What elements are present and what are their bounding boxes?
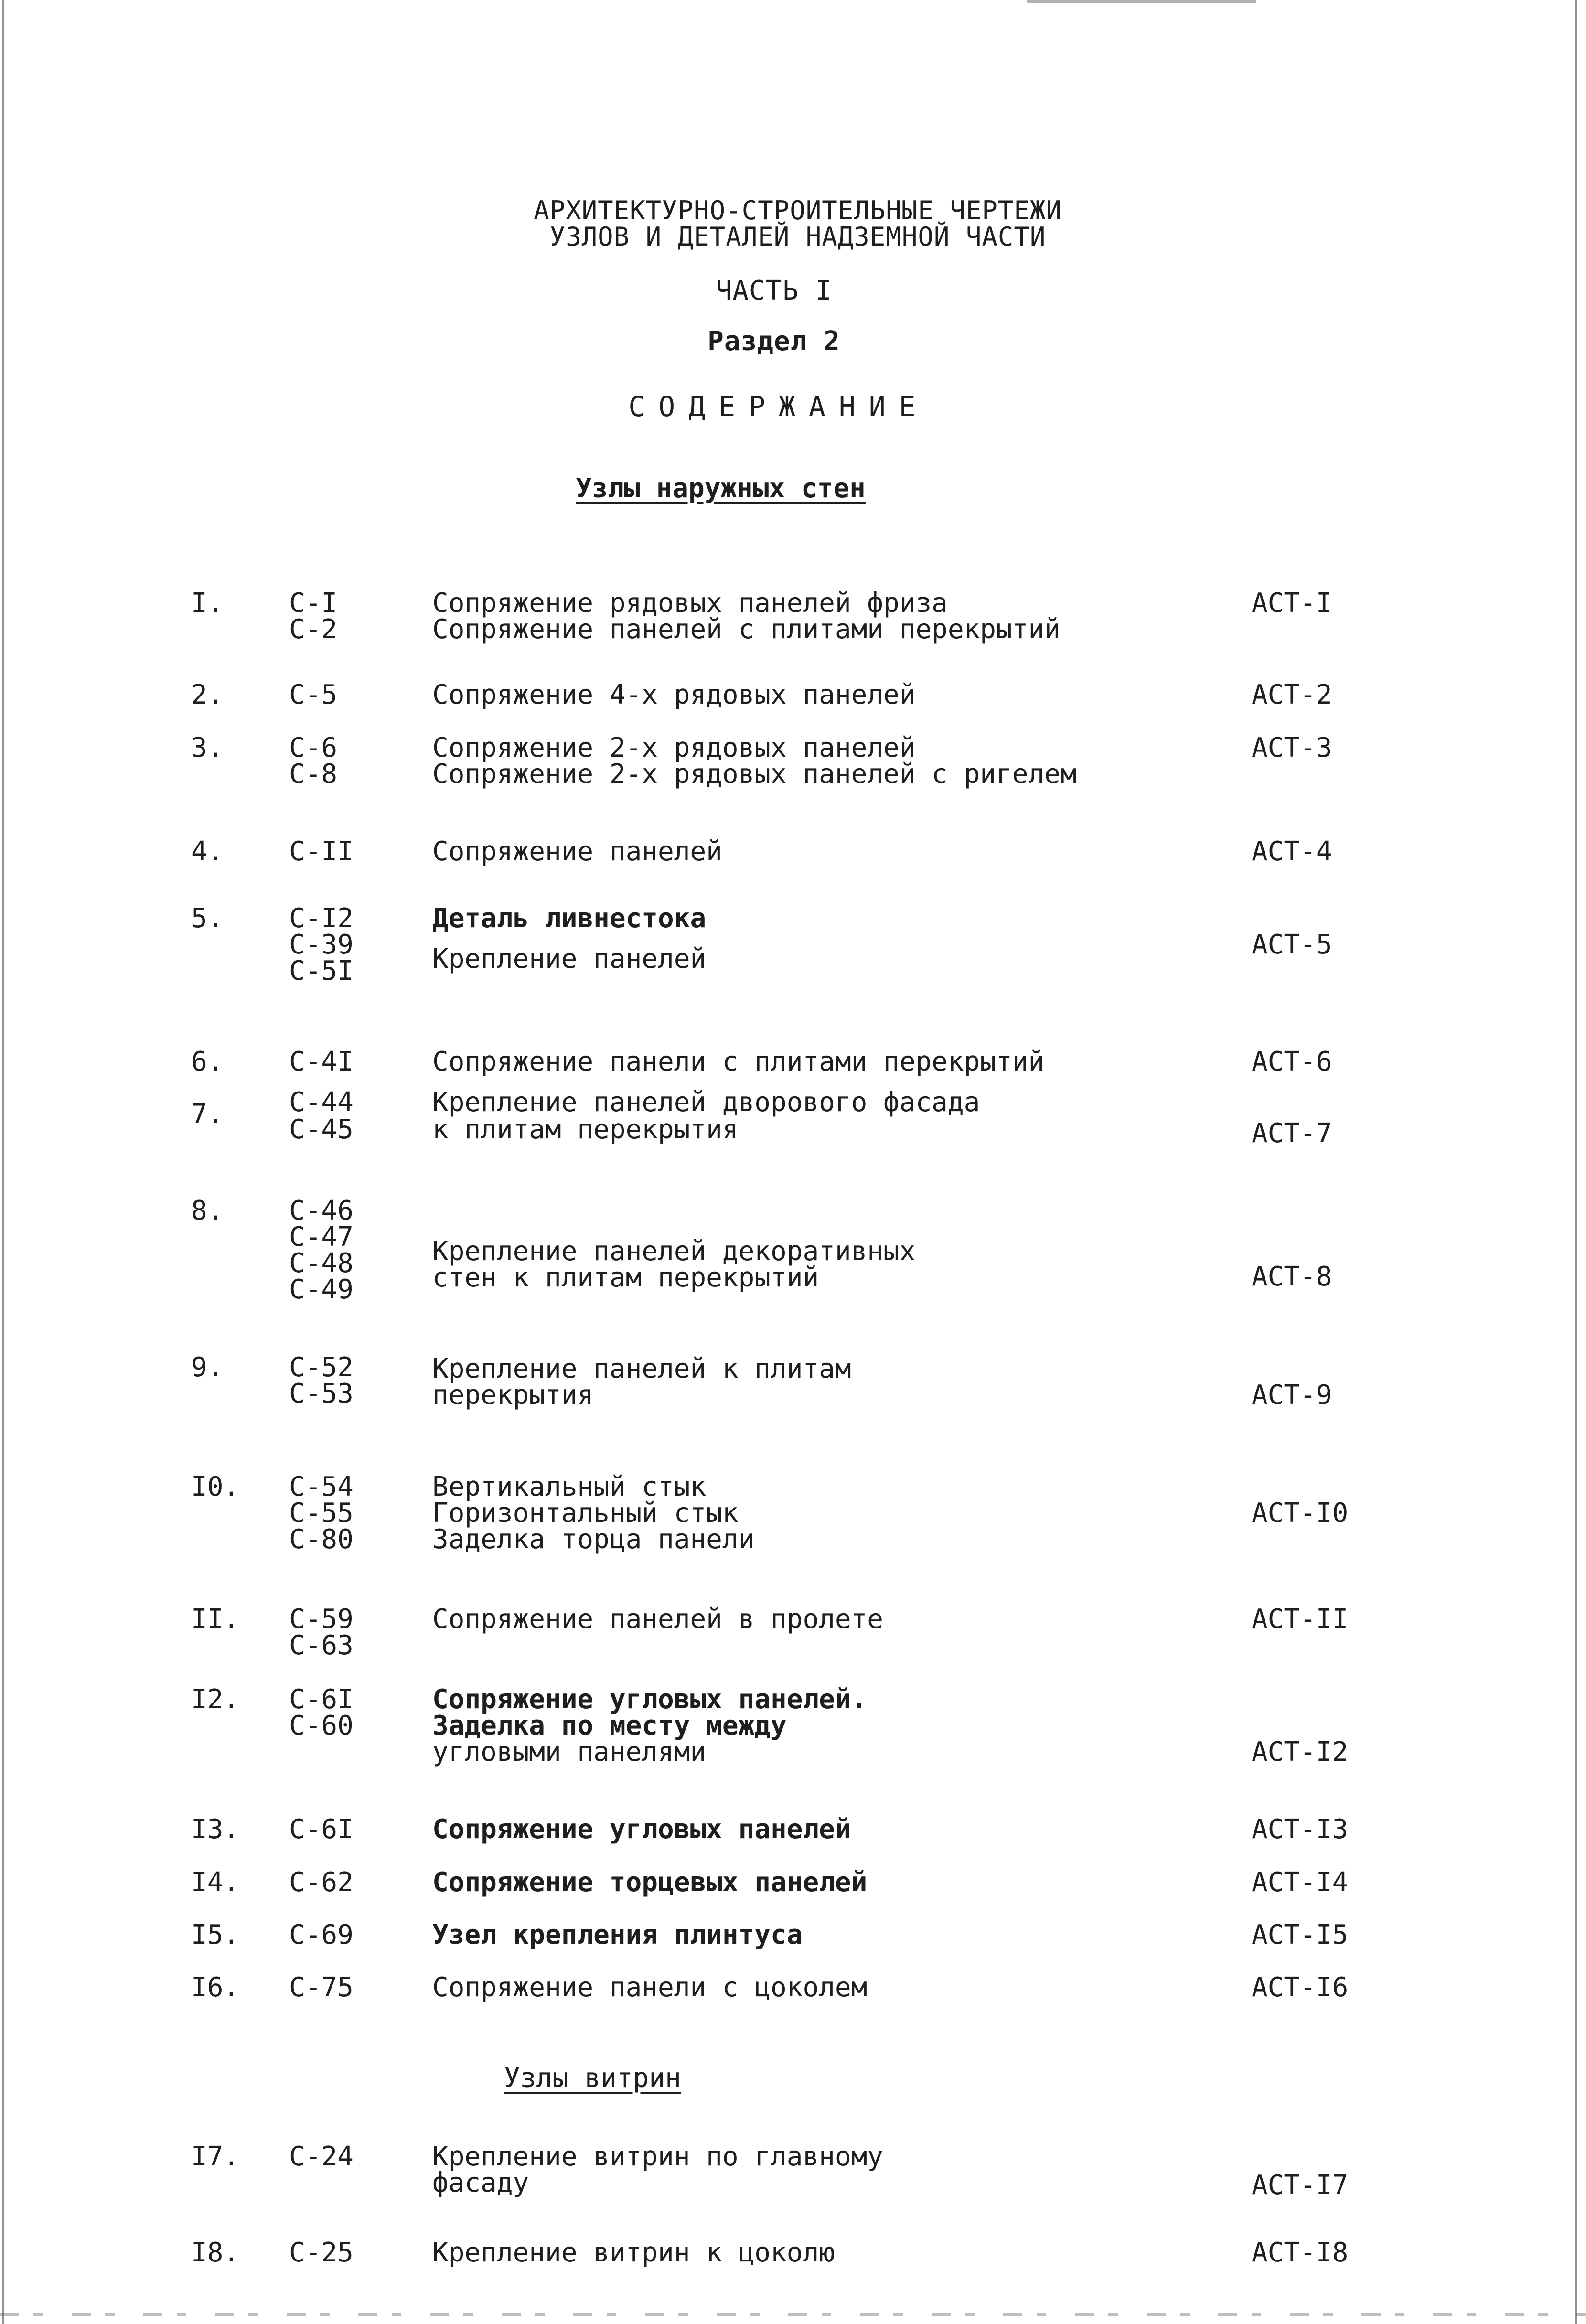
entry-description: Крепление панелей [432,943,707,975]
entry-sheet: АСТ-6 [1252,1046,1332,1077]
entry-code: С-48 [289,1248,354,1279]
entry-description: Горизонтальный стык [432,1498,739,1529]
entry-number: 8. [191,1195,224,1226]
entry-number: I8. [191,2237,240,2268]
entry-description: Сопряжение рядовых панелей фриза [432,588,948,619]
entry-description: Сопряжение 2-х рядовых панелей с ригелем [432,759,1077,790]
entry-description: Сопряжение панелей в пролете [432,1604,884,1635]
entry-description: Узел крепления плинтуса [432,1919,803,1950]
entry-code: С-47 [289,1221,354,1253]
contents-heading: СОДЕРЖАНИЕ [628,390,929,423]
entry-code: С-5I [289,955,354,986]
entry-number: 2. [191,679,224,710]
entry-code: С-45 [289,1114,354,1145]
entry-code: С-39 [289,929,354,960]
entry-code: С-2 [289,614,338,645]
entry-description: Крепление панелей дворового фасада [432,1087,980,1118]
entry-description: фасаду [432,2167,529,2198]
entry-number: I2. [191,1684,240,1715]
entry-description: Деталь ливнестока [432,903,707,934]
entry-sheet: АСТ-4 [1252,836,1332,867]
entry-sheet: АСТ-I2 [1252,1736,1349,1767]
entry-code: С-80 [289,1524,354,1555]
entry-number: I5. [191,1919,240,1950]
entry-sheet: АСТ-2 [1252,679,1332,710]
entry-code: С-25 [289,2237,354,2268]
entry-sheet: АСТ-I6 [1252,1972,1349,2003]
entry-description: Крепление панелей к плитам [432,1353,851,1384]
entry-code: С-44 [289,1087,354,1118]
entry-sheet: АСТ-9 [1252,1380,1332,1411]
entry-code: С-46 [289,1195,354,1226]
entry-description: Сопряжение торцевых панелей [432,1867,868,1898]
entry-description: Заделка торца панели [432,1524,755,1555]
doc-title-line-1: АРХИТЕКТУРНО-СТРОИТЕЛЬНЫЕ ЧЕРТЕЖИ [534,195,1062,225]
entry-code: С-75 [289,1972,354,2003]
entry-description: к плитам перекрытия [432,1114,739,1145]
entry-code: С-I2 [289,903,354,934]
entry-description: Сопряжение 4-х рядовых панелей [432,679,916,710]
entry-sheet: АСТ-I [1252,588,1332,619]
entry-code: С-6 [289,732,338,763]
entry-description: Заделка по месту между [432,1710,787,1741]
entry-description: Вертикальный стык [432,1471,707,1502]
entry-number: I3. [191,1814,240,1845]
entry-sheet: АСТ-I5 [1252,1919,1349,1950]
scan-edge-right [1575,0,1577,2324]
entry-code: С-52 [289,1352,354,1383]
entry-description: Крепление витрин к цоколю [432,2237,835,2268]
entry-sheet: АСТ-I0 [1252,1498,1349,1529]
entry-sheet: АСТ-I7 [1252,2170,1349,2201]
entry-description: Сопряжение панелей с плитами перекрытий [432,614,1061,645]
entry-sheet: АСТ-5 [1252,929,1332,960]
entry-code: С-24 [289,2141,354,2172]
entry-number: 4. [191,836,224,867]
group-heading-showcases: Узлы витрин [504,2063,681,2094]
entry-description: угловыми панелями [432,1736,707,1767]
entry-sheet: АСТ-I3 [1252,1814,1349,1845]
entry-number: I. [191,588,224,619]
entry-description: перекрытия [432,1380,594,1411]
entry-code: С-5 [289,679,338,710]
entry-number: 6. [191,1046,224,1077]
entry-sheet: АСТ-8 [1252,1261,1332,1292]
entry-sheet: АСТ-3 [1252,732,1332,763]
entry-description: стен к плитам перекрытий [432,1262,819,1293]
entry-code: С-59 [289,1604,354,1635]
entry-number: I0. [191,1471,240,1502]
entry-code: С-63 [289,1630,354,1661]
entry-code: С-60 [289,1710,354,1741]
entry-code: С-69 [289,1919,354,1950]
entry-code: С-II [289,836,354,867]
entry-code: С-55 [289,1498,354,1529]
entry-description: Сопряжение угловых панелей [432,1814,851,1845]
entry-number: 3. [191,732,224,763]
entry-description: Крепление витрин по главному [432,2141,884,2172]
entry-code: С-6I [289,1814,354,1845]
entry-description: Крепление панелей декоративных [432,1236,916,1267]
entry-sheet: АСТ-7 [1252,1118,1332,1149]
group-heading-walls: Узлы наружных стен [576,473,866,504]
entry-code: С-4I [289,1046,354,1077]
entry-code: С-6I [289,1684,354,1715]
entry-code: С-49 [289,1274,354,1305]
entry-sheet: АСТ-I4 [1252,1867,1349,1898]
entry-description: Сопряжение панели с плитами перекрытий [432,1046,1045,1077]
entry-code: С-I [289,588,338,619]
entry-sheet: АСТ-I8 [1252,2237,1349,2268]
entry-number: 5. [191,903,224,934]
entry-number: II. [191,1604,240,1635]
entry-code: С-8 [289,759,338,790]
entry-description: Сопряжение панели с цоколем [432,1972,868,2003]
entry-code: С-54 [289,1471,354,1502]
entry-number: I6. [191,1972,240,2003]
scan-edge-left [2,0,4,2324]
entry-sheet: АСТ-II [1252,1604,1349,1635]
entry-description: Сопряжение 2-х рядовых панелей [432,732,916,763]
part-label: ЧАСТЬ I [716,275,832,306]
entry-code: С-62 [289,1867,354,1898]
entry-number: 9. [191,1352,224,1383]
entry-description: Сопряжение угловых панелей. [432,1684,868,1715]
scan-edge-top [1027,0,1256,3]
entry-code: С-53 [289,1378,354,1409]
section-label: Раздел 2 [707,326,840,357]
entry-number: 7. [191,1099,224,1130]
entry-description: Сопряжение панелей [432,836,722,867]
entry-number: I4. [191,1867,240,1898]
doc-title-line-2: УЗЛОВ И ДЕТАЛЕЙ НАДЗЕМНОЙ ЧАСТИ [549,222,1046,252]
entry-number: I7. [191,2141,240,2172]
scan-edge-bottom [0,2313,1586,2316]
